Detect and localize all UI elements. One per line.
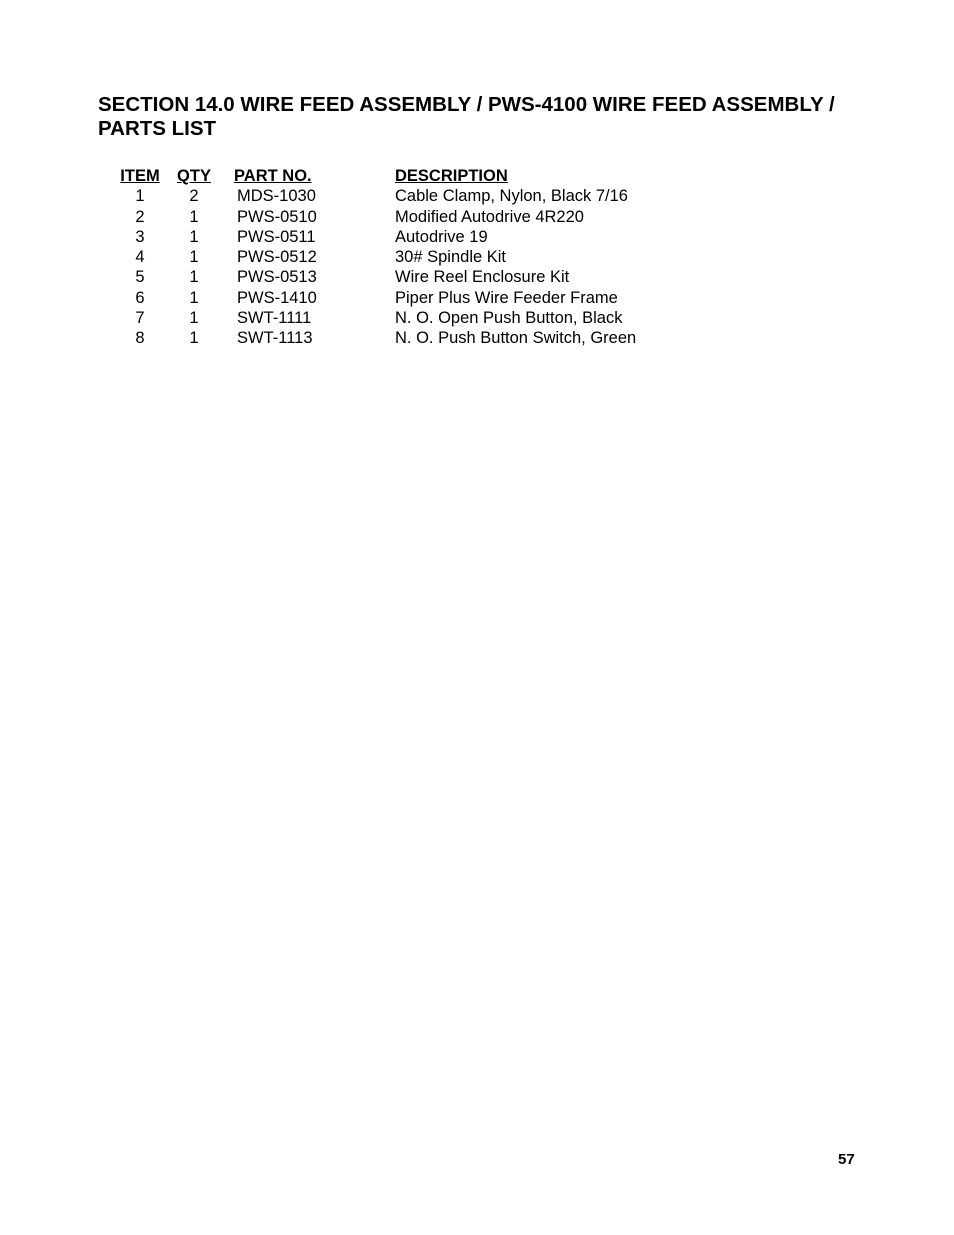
header-part-no	[220, 166, 391, 186]
table-row	[112, 328, 636, 348]
page-title: SECTION 14.0 WIRE FEED ASSEMBLY / PWS-4100 WIRE FEED ASSEMBLY / PARTS LIST	[98, 93, 835, 140]
header-qty	[168, 166, 220, 186]
cell-part-no: SWT-1111	[237, 309, 312, 328]
cell-description: N. O. Open Push Button, Black	[395, 309, 623, 328]
cell-description: 30# Spindle Kit	[395, 248, 506, 267]
cell-description: N. O. Push Button Switch, Green	[395, 329, 637, 348]
header-item	[112, 166, 168, 186]
cell-part-no: PWS-0512	[237, 248, 317, 267]
cell-item: 3	[135, 227, 145, 246]
header-description-label: DESCRIPTION	[395, 167, 508, 185]
cell-description: Autodrive 19	[395, 227, 488, 246]
page-number: 57	[838, 1151, 855, 1168]
cell-description: Modified Autodrive 4R220	[395, 207, 584, 226]
cell-description: Cable Clamp, Nylon, Black 7/16	[395, 187, 628, 206]
cell-part-no: MDS-1030	[237, 187, 316, 206]
cell-qty: 1	[189, 288, 199, 307]
header-description	[391, 166, 636, 186]
cell-part-no: SWT-1113	[237, 329, 313, 348]
cell-item: 1	[135, 187, 145, 206]
cell-item: 7	[135, 309, 145, 328]
table-row	[112, 186, 636, 206]
table-row	[112, 247, 636, 267]
cell-qty: 1	[189, 248, 199, 267]
header-qty-label: QTY	[177, 167, 211, 185]
cell-qty: 1	[189, 268, 199, 287]
cell-item: 2	[135, 207, 145, 226]
table-row	[112, 267, 636, 287]
cell-description: Piper Plus Wire Feeder Frame	[395, 288, 618, 307]
table-row	[112, 207, 636, 227]
table-row	[112, 227, 636, 247]
cell-qty: 2	[189, 187, 199, 206]
cell-qty: 1	[189, 309, 199, 328]
cell-part-no: PWS-1410	[237, 288, 317, 307]
cell-qty: 1	[189, 207, 199, 226]
cell-qty: 1	[189, 329, 199, 348]
cell-description: Wire Reel Enclosure Kit	[395, 268, 570, 287]
cell-item: 5	[135, 268, 145, 287]
header-item-label: ITEM	[120, 167, 160, 185]
table-header-row	[112, 166, 636, 186]
cell-item: 8	[135, 329, 145, 348]
cell-item: 6	[135, 288, 145, 307]
table-row	[112, 288, 636, 308]
header-part-no-label: PART NO.	[234, 167, 312, 185]
cell-part-no: PWS-0513	[237, 268, 317, 287]
parts-table-body	[112, 186, 636, 348]
cell-item: 4	[135, 248, 145, 267]
cell-part-no: PWS-0510	[237, 207, 317, 226]
parts-table	[112, 166, 636, 349]
table-row	[112, 308, 636, 328]
cell-part-no: PWS-0511	[237, 227, 316, 246]
cell-qty: 1	[189, 227, 199, 246]
